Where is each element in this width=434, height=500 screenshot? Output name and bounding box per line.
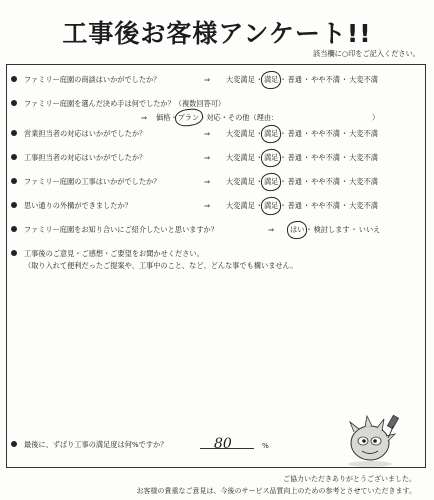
bullet-icon	[11, 76, 17, 82]
options-row-1: 大変満足・満足・普通・やや不満・大変不満	[226, 75, 378, 84]
question-text: 工事担当者の対応はいかがでしたか？	[24, 153, 147, 162]
instruction-text: 該当欄に○印をご記入ください。	[313, 49, 420, 58]
percent-unit: %	[262, 441, 269, 450]
arrow-icon: ⇒	[204, 75, 211, 84]
option-somewhat-dissatisfied[interactable]: やや不満	[311, 75, 340, 84]
footer-note: お客様の貴重なご意見は、今後のサービス品質向上のための参考とさせていただきます。	[136, 487, 416, 495]
bullet-icon	[11, 154, 17, 160]
bullet-icon	[11, 441, 17, 447]
option-neutral[interactable]: 普通	[287, 153, 302, 162]
option-consider[interactable]: 検討します	[313, 225, 350, 234]
options-row-5: 大変満足・満足・普通・やや不満・大変不満	[226, 177, 378, 186]
bullet-icon	[11, 178, 17, 184]
option-satisfied[interactable]: 満足	[263, 129, 279, 138]
option-somewhat-dissatisfied[interactable]: やや不満	[311, 129, 340, 138]
comment-instruction: （取り入れて便利だったご提案や、工事中のこと、など、どんな事でも構いません。	[24, 261, 298, 270]
option-somewhat-dissatisfied[interactable]: やや不満	[311, 153, 340, 162]
arrow-icon: ⇒	[204, 129, 211, 138]
option-no[interactable]: いいえ	[358, 225, 381, 234]
option-very-dissatisfied[interactable]: 大変不満	[349, 153, 378, 162]
bullet-icon	[11, 250, 17, 256]
option-neutral[interactable]: 普通	[287, 129, 302, 138]
arrow-icon: ⇒	[268, 225, 275, 234]
option-very-satisfied[interactable]: 大変満足	[226, 177, 255, 186]
question-text: ファミリー庭園の工事はいかがでしたか？	[24, 177, 161, 186]
bullet-icon	[11, 130, 17, 136]
decision-factors-line: 価格・プラン・対応・その他（理由：	[156, 113, 279, 122]
mascot-icon	[340, 410, 410, 470]
option-very-satisfied[interactable]: 大変満足	[226, 201, 255, 210]
option-neutral[interactable]: 普通	[287, 75, 302, 84]
footer-thanks: ご協力いただきありがとうございました。	[283, 475, 416, 483]
bullet-icon	[11, 226, 17, 232]
option-neutral[interactable]: 普通	[287, 177, 302, 186]
question-text: 最後に、ずばり工事の満足度は何%ですか？	[24, 440, 168, 449]
question-text: ファミリー庭園の商談はいかがでしたか？	[24, 75, 161, 84]
question-text: ファミリー庭園をお知り合いにご紹介したいと思いますか？	[24, 225, 218, 234]
satisfaction-answer[interactable]: 80	[214, 436, 232, 452]
options-row-4: 大変満足・満足・普通・やや不満・大変不満	[226, 153, 378, 162]
arrow-icon: ⇒	[204, 177, 211, 186]
bullet-icon	[11, 202, 17, 208]
option-neutral[interactable]: 普通	[287, 201, 302, 210]
question-text: 営業担当者の対応はいかがでしたか？	[24, 129, 147, 138]
answer-underline	[200, 448, 254, 449]
option-satisfied[interactable]: 満足	[263, 201, 279, 210]
reason-close-paren: ）	[372, 113, 380, 122]
options-row-7: はい・検討します・いいえ	[290, 225, 381, 234]
option-very-dissatisfied[interactable]: 大変不満	[349, 201, 378, 210]
options-row-6: 大変満足・満足・普通・やや不満・大変不満	[226, 201, 378, 210]
survey-title: 工事後お客様アンケート!!	[62, 19, 372, 48]
option-very-satisfied[interactable]: 大変満足	[226, 153, 255, 162]
arrow-icon: ⇒	[141, 113, 148, 122]
option-plan[interactable]: プラン	[177, 113, 200, 122]
option-satisfied[interactable]: 満足	[263, 177, 279, 186]
arrow-icon: ⇒	[204, 201, 211, 210]
option-very-satisfied[interactable]: 大変満足	[226, 129, 255, 138]
option-satisfied[interactable]: 満足	[263, 75, 279, 84]
option-very-dissatisfied[interactable]: 大変不満	[349, 129, 378, 138]
option-very-satisfied[interactable]: 大変満足	[226, 75, 255, 84]
question-text: 工事後のご意見・ご感想・ご要望をお聞かせください。	[24, 249, 204, 258]
option-somewhat-dissatisfied[interactable]: やや不満	[311, 177, 340, 186]
option-yes[interactable]: はい	[290, 225, 305, 234]
option-satisfied[interactable]: 満足	[263, 153, 279, 162]
arrow-icon: ⇒	[204, 153, 211, 162]
bullet-icon	[11, 100, 17, 106]
option-very-dissatisfied[interactable]: 大変不満	[349, 75, 378, 84]
option-somewhat-dissatisfied[interactable]: やや不満	[311, 201, 340, 210]
question-text: ファミリー庭園を選んだ決め手は何でしたか？（複数回答可）	[24, 99, 226, 108]
question-text: 思い通りの外構ができましたか？	[24, 201, 132, 210]
option-very-dissatisfied[interactable]: 大変不満	[349, 177, 378, 186]
options-row-3: 大変満足・満足・普通・やや不満・大変不満	[226, 129, 378, 138]
